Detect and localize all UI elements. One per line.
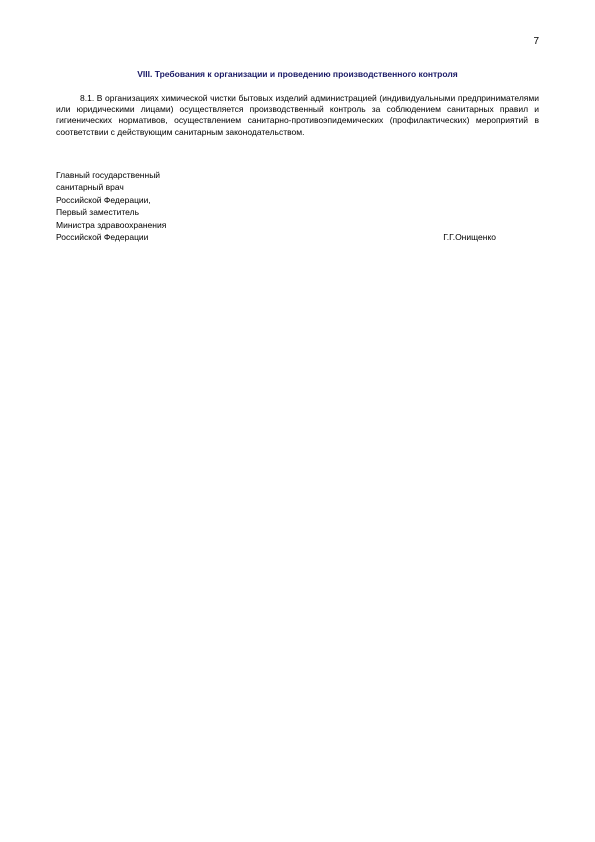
signature-title-line: Российской Федерации, xyxy=(56,194,151,205)
section-heading: VIII. Требования к организации и проведению производственного контроля xyxy=(137,69,458,79)
page-number: 7 xyxy=(533,36,539,47)
signature-title-line: санитарный врач xyxy=(56,182,124,193)
signatory-name: Г.Г.Онищенко xyxy=(443,232,496,243)
section-paragraph: 8.1. В организациях химической чистки бытовых изделий администрацией (индивидуальными предпринимателями или юридическими лицами) осуществляется производственный контроль за соблюдением санитарных правил и гигиенических нормативов, осуществлением санитарно-противоэпидемических (профилактических) мероприятий в соответствии с действующим санитарным законодательством. xyxy=(56,93,539,137)
signature-final-row xyxy=(56,231,496,243)
signature-title-line: Первый заместитель xyxy=(56,207,140,218)
signature-title-line: Российской Федерации xyxy=(56,232,149,243)
signature-title-line: Министра здравоохранения xyxy=(56,219,167,230)
signature-title-line: Главный государственный xyxy=(56,170,161,180)
signature-block xyxy=(56,169,496,243)
